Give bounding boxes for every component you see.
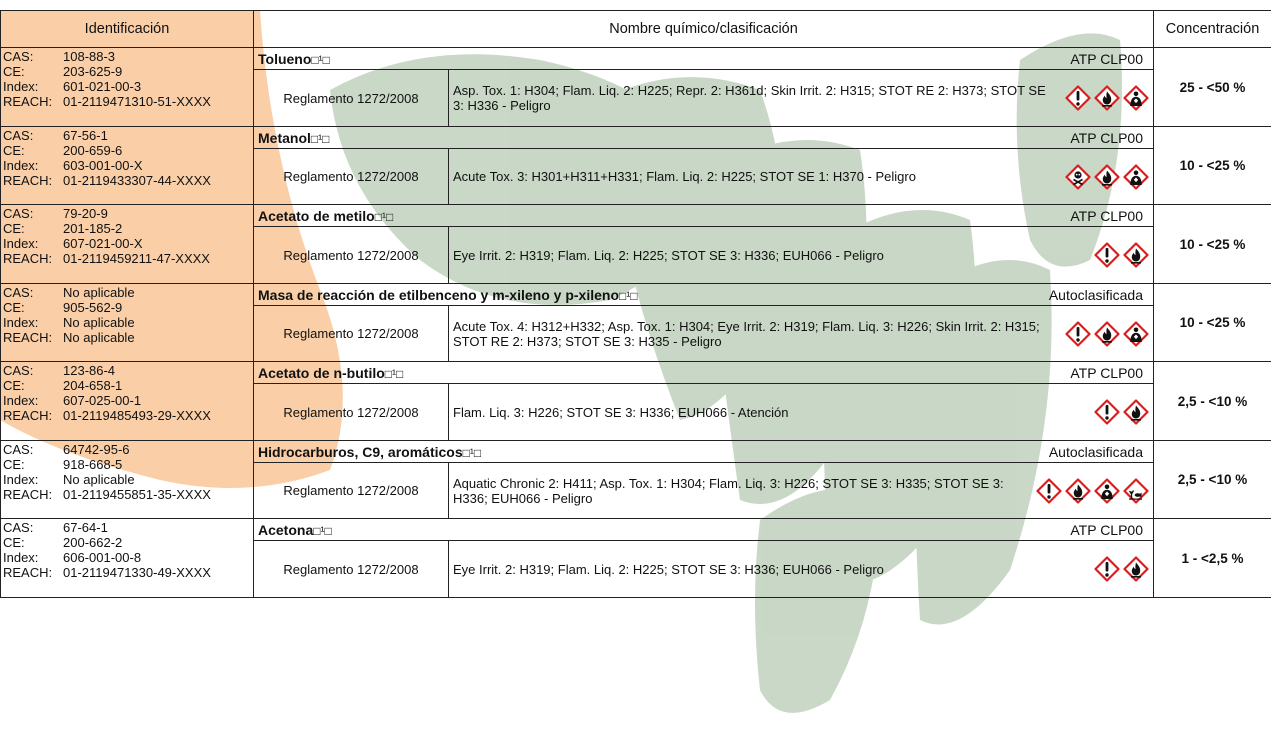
concentration-value: 10 - <25 %	[1154, 205, 1271, 284]
reach-number: 01-2119471330-49-XXXX	[63, 565, 211, 580]
index-label: Index:	[3, 79, 39, 94]
substance-name-row	[1, 205, 1271, 227]
classification-source: Autoclasificada	[1048, 443, 1144, 460]
ce-label: CE:	[3, 457, 25, 472]
concentration-value: 1 - <2,5 %	[1154, 519, 1271, 598]
hazard-cell	[449, 463, 1154, 519]
identification-cell	[1, 519, 254, 598]
index-label: Index:	[3, 236, 39, 251]
reach-label: REACH:	[3, 330, 53, 345]
skull-crossbones-pictogram-icon	[1065, 164, 1091, 190]
cas-label: CAS:	[3, 128, 34, 143]
reach-label: REACH:	[3, 173, 53, 188]
substance-name-cell	[254, 441, 1154, 463]
index-number: No aplicable	[63, 315, 135, 330]
header-concentration: Concentración	[1154, 11, 1271, 48]
hazard-cell	[449, 227, 1154, 284]
substance-name-row	[1, 441, 1271, 463]
index-label: Index:	[3, 472, 39, 487]
substance-superscript: □¹□	[384, 366, 404, 381]
header-chemical-name: Nombre químico/clasificación	[254, 11, 1154, 48]
substance-name: Tolueno	[258, 50, 312, 67]
pictogram-group	[1094, 399, 1149, 425]
substance-name: Hidrocarburos, C9, aromáticos	[258, 443, 463, 460]
exclamation-mark-pictogram-icon	[1094, 399, 1120, 425]
ce-label: CE:	[3, 535, 25, 550]
hazard-statements: Acute Tox. 3: H301+H311+H331; Flam. Liq. 2: H225; STOT SE 1: H370 - Peligro	[453, 169, 916, 184]
header-row	[1, 11, 1271, 48]
cas-number: 67-56-1	[63, 128, 108, 143]
substance-name-cell	[254, 362, 1154, 384]
reach-number: 01-2119471310-51-XXXX	[63, 94, 211, 109]
concentration-value: 2,5 - <10 %	[1154, 441, 1271, 519]
classification-source: ATP CLP00	[1070, 364, 1144, 381]
hazard-statements: Eye Irrit. 2: H319; Flam. Liq. 2: H225; STOT SE 3: H336; EUH066 - Peligro	[453, 247, 884, 263]
classification-source: ATP CLP00	[1070, 207, 1144, 224]
flame-pictogram-icon	[1094, 164, 1120, 190]
hazard-cell	[449, 306, 1154, 362]
pictogram-group	[1065, 164, 1149, 190]
substance-name-cell	[254, 205, 1154, 227]
pictogram-group	[1065, 321, 1149, 347]
flame-pictogram-icon	[1094, 321, 1120, 347]
substance-name-row	[1, 284, 1271, 306]
index-number: 606-001-00-8	[63, 550, 142, 565]
health-hazard-pictogram-icon	[1123, 85, 1149, 111]
index-number: 607-025-00-1	[63, 393, 142, 408]
hazard-cell	[449, 70, 1154, 127]
regulation-cell: Reglamento 1272/2008	[254, 541, 449, 598]
pictogram-group	[1094, 242, 1149, 268]
table-body	[1, 48, 1271, 598]
classification-source: Autoclasificada	[1048, 286, 1144, 303]
reach-label: REACH:	[3, 251, 53, 266]
hazard-statements: Flam. Liq. 3: H226; STOT SE 3: H336; EUH066 - Atención	[453, 404, 789, 420]
index-number: 603-001-00-X	[63, 158, 143, 173]
reach-number: No aplicable	[63, 330, 135, 345]
flame-pictogram-icon	[1065, 478, 1091, 504]
concentration-value: 2,5 - <10 %	[1154, 362, 1271, 441]
reach-label: REACH:	[3, 487, 53, 502]
header-identification: Identificación	[1, 11, 254, 48]
cas-label: CAS:	[3, 520, 34, 535]
environment-pictogram-icon	[1123, 478, 1149, 504]
substance-name-cell	[254, 127, 1154, 149]
reach-number: 01-2119455851-35-XXXX	[63, 487, 211, 502]
classification-source: ATP CLP00	[1070, 521, 1144, 538]
ce-number: 200-662-2	[63, 535, 123, 550]
reach-number: 01-2119485493-29-XXXX	[63, 408, 211, 423]
pictogram-group	[1094, 556, 1149, 582]
ce-label: CE:	[3, 300, 25, 315]
substance-superscript: □¹□	[374, 209, 394, 224]
identification-cell	[1, 362, 254, 441]
ce-number: 918-668-5	[63, 457, 123, 472]
flame-pictogram-icon	[1123, 242, 1149, 268]
exclamation-mark-pictogram-icon	[1036, 478, 1062, 504]
ce-label: CE:	[3, 378, 25, 393]
exclamation-mark-pictogram-icon	[1094, 556, 1120, 582]
ce-number: 201-185-2	[63, 221, 123, 236]
health-hazard-pictogram-icon	[1094, 478, 1120, 504]
concentration-value: 25 - <50 %	[1154, 48, 1271, 127]
exclamation-mark-pictogram-icon	[1065, 85, 1091, 111]
cas-number: 64742-95-6	[63, 442, 130, 457]
flame-pictogram-icon	[1094, 85, 1120, 111]
substance-name-row	[1, 127, 1271, 149]
index-number: 601-021-00-3	[63, 79, 142, 94]
cas-number: 108-88-3	[63, 49, 116, 64]
ce-label: CE:	[3, 221, 25, 236]
cas-label: CAS:	[3, 363, 34, 378]
exclamation-mark-pictogram-icon	[1094, 242, 1120, 268]
cas-label: CAS:	[3, 285, 34, 300]
health-hazard-pictogram-icon	[1123, 164, 1149, 190]
hazard-statements: Asp. Tox. 1: H304; Flam. Liq. 2: H225; Repr. 2: H361d; Skin Irrit. 2: H315; STOT RE 2: H373; STOT SE 3: H336 - Peligro	[453, 83, 1046, 113]
reach-label: REACH:	[3, 565, 53, 580]
ce-number: 203-625-9	[63, 64, 123, 79]
substance-name-cell	[254, 284, 1154, 306]
reach-label: REACH:	[3, 408, 53, 423]
substance-name-cell	[254, 48, 1154, 70]
flame-pictogram-icon	[1123, 399, 1149, 425]
pictogram-group	[1065, 85, 1149, 111]
ce-label: CE:	[3, 143, 25, 158]
cas-number: 67-64-1	[63, 520, 108, 535]
ce-number: 200-659-6	[63, 143, 123, 158]
substance-name-cell	[254, 519, 1154, 541]
regulation-cell: Reglamento 1272/2008	[254, 149, 449, 205]
hazard-cell	[449, 149, 1154, 205]
hazard-statements: Acute Tox. 4: H312+H332; Asp. Tox. 1: H304; Eye Irrit. 2: H319; Flam. Liq. 3: H226; Skin Irrit. 2: H315; STOT RE 2: H373; STOT SE 3: H335 - Peligro	[453, 318, 1040, 349]
substance-superscript: □¹□	[462, 445, 482, 460]
cas-number: 79-20-9	[63, 206, 108, 221]
classification-source: ATP CLP00	[1070, 129, 1144, 146]
index-number: 607-021-00-X	[63, 236, 143, 251]
reach-number: 01-2119459211-47-XXXX	[63, 251, 210, 266]
regulation-cell: Reglamento 1272/2008	[254, 70, 449, 127]
cas-label: CAS:	[3, 442, 34, 457]
regulation-cell: Reglamento 1272/2008	[254, 306, 449, 362]
hazard-cell	[449, 384, 1154, 441]
identification-cell	[1, 48, 254, 127]
cas-number: 123-86-4	[63, 363, 116, 378]
identification-cell	[1, 205, 254, 284]
reach-label: REACH:	[3, 94, 53, 109]
pictogram-group	[1036, 478, 1149, 504]
substance-superscript: □¹□	[311, 52, 330, 67]
cas-number: No aplicable	[63, 285, 135, 300]
substance-superscript: □¹□	[310, 131, 330, 146]
classification-source: ATP CLP00	[1070, 50, 1144, 67]
concentration-value: 10 - <25 %	[1154, 284, 1271, 362]
substance-name: Acetona	[258, 521, 314, 538]
composition-table	[0, 10, 1271, 598]
flame-pictogram-icon	[1123, 556, 1149, 582]
regulation-cell: Reglamento 1272/2008	[254, 463, 449, 519]
substance-name: Acetato de n-butilo	[258, 364, 385, 381]
regulation-cell: Reglamento 1272/2008	[254, 384, 449, 441]
regulation-cell: Reglamento 1272/2008	[254, 227, 449, 284]
identification-cell	[1, 441, 254, 519]
substance-name-row	[1, 48, 1271, 70]
index-number: No aplicable	[63, 472, 135, 487]
index-label: Index:	[3, 550, 39, 565]
substance-name: Masa de reacción de etilbenceno y m-xileno y p-xileno	[258, 286, 619, 303]
substance-superscript: □¹□	[619, 288, 638, 303]
identification-cell	[1, 284, 254, 362]
substance-superscript: □¹□	[313, 523, 332, 538]
health-hazard-pictogram-icon	[1123, 321, 1149, 347]
index-label: Index:	[3, 315, 39, 330]
hazard-statements: Aquatic Chronic 2: H411; Asp. Tox. 1: H304; Flam. Liq. 3: H226; STOT SE 3: H335; STOT SE 3: H336; EUH066 - Peligro	[453, 475, 1004, 506]
substance-name-row	[1, 519, 1271, 541]
ce-number: 204-658-1	[63, 378, 123, 393]
index-label: Index:	[3, 158, 39, 173]
identification-cell	[1, 127, 254, 205]
substance-name: Metanol	[258, 129, 311, 146]
ce-number: 905-562-9	[63, 300, 123, 315]
cas-label: CAS:	[3, 49, 34, 64]
ce-label: CE:	[3, 64, 25, 79]
reach-number: 01-2119433307-44-XXXX	[63, 173, 211, 188]
hazard-cell	[449, 541, 1154, 598]
concentration-value: 10 - <25 %	[1154, 127, 1271, 205]
substance-name: Acetato de metilo	[258, 207, 375, 224]
hazard-statements: Eye Irrit. 2: H319; Flam. Liq. 2: H225; STOT SE 3: H336; EUH066 - Peligro	[453, 561, 884, 577]
substance-name-row	[1, 362, 1271, 384]
exclamation-mark-pictogram-icon	[1065, 321, 1091, 347]
cas-label: CAS:	[3, 206, 34, 221]
index-label: Index:	[3, 393, 39, 408]
